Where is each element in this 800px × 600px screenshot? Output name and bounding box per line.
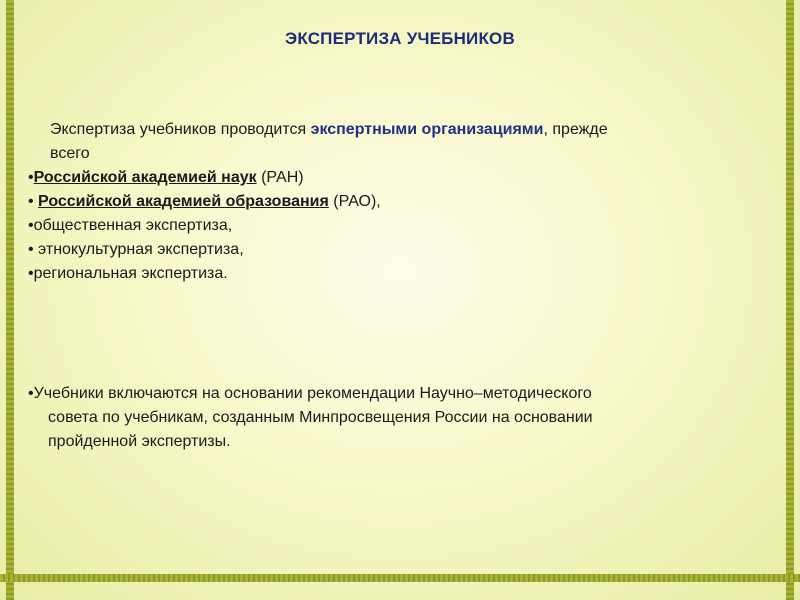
bullet: •: [28, 169, 34, 186]
bullet: •: [28, 217, 34, 234]
slide-title: ЭКСПЕРТИЗА УЧЕБНИКОВ: [285, 29, 515, 48]
list-item-ethnocultural-expertise: [28, 238, 244, 262]
intro-highlight: экспертными организациями: [310, 121, 544, 138]
bottom-line-2: совета по учебникам, созданным Минпросвещения России на основании: [48, 409, 593, 426]
decorative-border-right: [786, 0, 794, 600]
bottom-line-3: пройденной экспертизы.: [48, 433, 231, 450]
bottom-paragraph: [28, 382, 768, 454]
list-item-rao: [28, 190, 381, 214]
list-item-public-expertise: [28, 214, 232, 238]
intro-text-line2: всего: [50, 145, 90, 162]
list-item-ran: [28, 166, 304, 190]
bullet: •: [28, 265, 34, 282]
list-item-regional-expertise: [28, 262, 228, 286]
list-item-rest: (РАО),: [328, 193, 381, 210]
decorative-border-bottom: [0, 574, 800, 582]
bottom-line-1: •Учебники включаются на основании рекомендации Научно–методического: [28, 385, 592, 402]
list-item-rest: (РАН): [256, 169, 304, 186]
list-item-text: общественная экспертиза,: [33, 217, 233, 234]
intro-text-part1: Экспертиза учебников проводится: [50, 121, 311, 138]
decorative-border-left: [6, 0, 14, 600]
intro-paragraph: [50, 118, 750, 166]
list-item-text: этнокультурная экспертиза,: [38, 241, 244, 258]
list-item-bold-label: Российской академией образования: [38, 193, 329, 210]
bullet: •: [28, 193, 39, 210]
intro-text-part2: , прежде: [543, 121, 608, 138]
list-item-text: региональная экспертиза.: [33, 265, 228, 282]
list-item-bold-label: Российской академией наук: [33, 169, 257, 186]
bullet: •: [28, 241, 39, 258]
